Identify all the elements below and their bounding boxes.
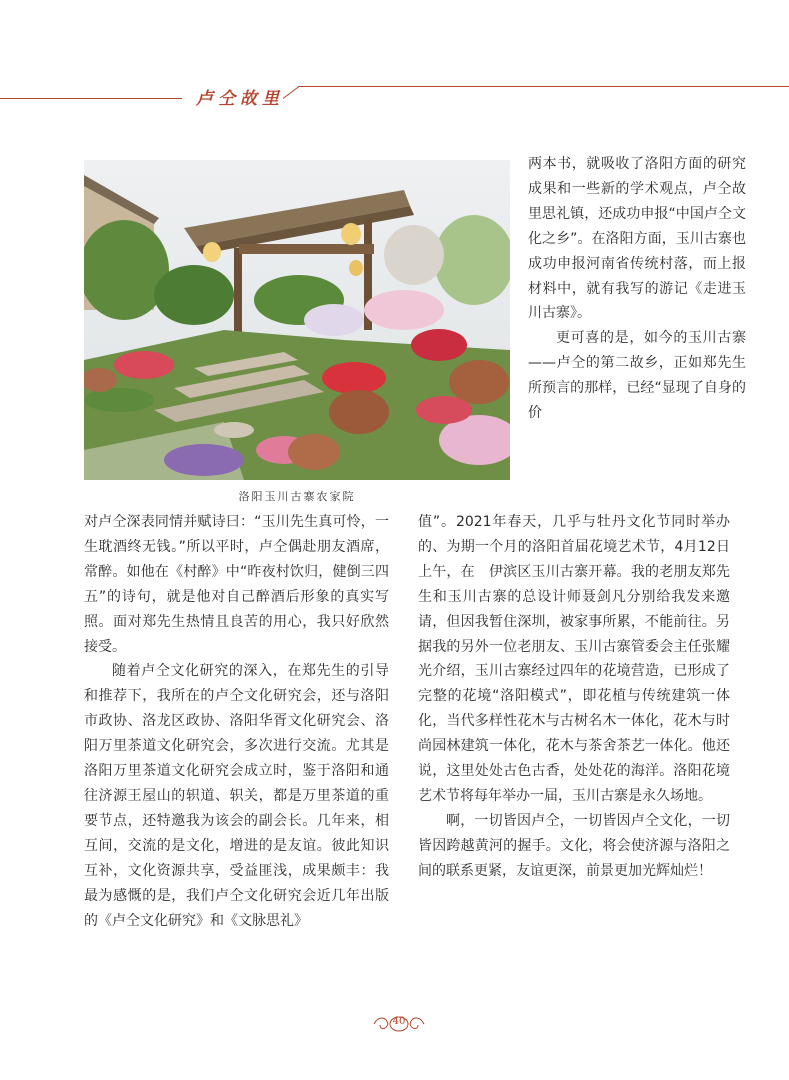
paragraph: 对卢仝深表同情并赋诗曰：“玉川先生真可怜，一生耽酒终无钱。”所以平时，卢仝偶赴朋友酒席，常醉。如他在《村醉》中“昨夜村饮归，健倒三四五”的诗句，就是他对自己醉酒后形象的真实写照。面对郑先生热情且良苦的用心，我只好欣然接受。: [84, 514, 389, 655]
paragraph: 值”。2021年春天，几乎与牡丹文化节同时举办的、为期一个月的洛阳首届花境艺术节，4月12日上午，在 伊滨区玉川古寨开幕。我的老朋友郑先生和玉川古寨的总设计师聂剑凡分别给我发来邀请，但因我暂住深圳，被家事所累，不能前往。另据我的另外一位老朋友、玉川古寨管委会主任张耀光介绍，玉川古寨经过四年的花境营造，已形成了完整的花境“洛阳模式”，即花植与传统建筑一体化，当代多样性花木与古树名木一体化，花木与时尚园林建筑一体化，花木与茶舍茶艺一体化。他还说，这里处处古色古香，处处花的海洋。洛阳花境艺术节将每年举办一届，玉川古寨是永久场地。: [418, 514, 730, 804]
header-rule-left: [0, 98, 182, 99]
right-top-column: [528, 152, 746, 426]
farmhouse-garden-image: [84, 160, 510, 480]
photo-caption: 洛阳玉川古寨农家院: [238, 490, 356, 503]
page-number-ornament: [370, 1012, 428, 1036]
paragraph: 啊，一切皆因卢仝，一切皆因卢仝文化，一切皆因跨越黄河的握手。文化，将会使济源与洛阳之间的联系更紧，友谊更深，前景更加光辉灿烂！: [418, 812, 730, 879]
left-column: [84, 510, 389, 933]
header-rule-bend: [283, 86, 299, 99]
page-number: 40: [392, 1016, 406, 1027]
section-title: 卢仝故里: [196, 89, 284, 109]
paragraph: 随着卢仝文化研究的深入，在郑先生的引导和推荐下，我所在的卢仝文化研究会，还与洛阳市政协、洛龙区政协、洛阳华胥文化研究会、洛阳万里茶道文化研究会，多次进行交流。尤其是洛阳万里茶道文化研究会成立时，鉴于洛阳和通往济源王屋山的轵道、轵关，都是万里茶道的重要节点，还特邀我为该会的副会长。几年来，相互间，交流的是文化，增进的是友谊。彼此知识互补，文化资源共享，受益匪浅，成果颇丰：我最为感慨的是，我们卢仝文化研究会近几年出版的《卢仝文化研究》和《文脉思礼》: [84, 663, 389, 929]
farmhouse-photo: [84, 160, 510, 480]
paragraph: 更可喜的是，如今的玉川古寨——卢仝的第二故乡，正如郑先生所预言的那样，已经“显现了自身的价: [528, 330, 746, 422]
paragraph: 两本书，就吸收了洛阳方面的研究成果和一些新的学术观点，卢仝故里思礼镇，还成功申报“中国卢仝文化之乡”。在洛阳方面，玉川古寨也成功申报河南省传统村落，而上报材料中，就有我写的游记《走进玉川古寨》。: [528, 156, 746, 322]
right-column: [418, 510, 730, 884]
header-rule-right: [298, 86, 789, 87]
